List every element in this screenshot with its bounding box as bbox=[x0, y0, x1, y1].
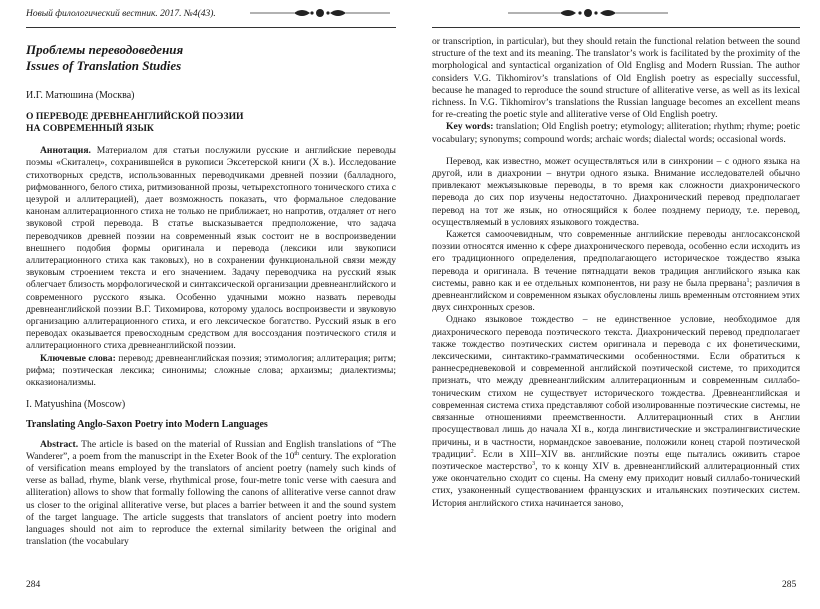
article-title-ru-line2: НА СОВРЕМЕННЫЙ ЯЗЫК bbox=[26, 123, 154, 135]
body-paragraph-3-b: . Если в XIII–XIV вв. английские поэты еще пытались оживить старое поэтическое мастерство bbox=[432, 448, 800, 472]
body-paragraph-2 bbox=[432, 229, 800, 314]
footnote-ref-3: 3 bbox=[532, 460, 536, 467]
author-en: I. Matyushina (Moscow) bbox=[26, 399, 126, 411]
running-head: Новый филологический вестник. 2017. №4(43). bbox=[26, 9, 216, 19]
abstract-en-label: Abstract. bbox=[40, 438, 79, 450]
rubric-en: Issues of Translation Studies bbox=[26, 58, 182, 73]
footnote-ref-1: 1 bbox=[746, 277, 750, 284]
page-number-right: 285 bbox=[782, 580, 797, 590]
footnote-ref-2: 2 bbox=[470, 448, 474, 455]
article-title-ru-line1: О ПЕРЕВОДЕ ДРЕВНЕАНГЛИЙСКОЙ ПОЭЗИИ bbox=[26, 111, 244, 123]
abstract-ru-label: Аннотация. bbox=[40, 145, 91, 157]
body-paragraph-3 bbox=[432, 314, 800, 509]
abstract-ru-text: Материалом для статьи послужили русские и английские переводы поэмы «Скиталец», сохранившейся в рукописи Эксетерской книги (Х в.). Исследование стихотворных средств, использованных переводчиками древней поэзии (балладного, рифмованного, белого стиха, ритмизованной прозы, четырехстопного тонического стиха с цезурой и аллитерацией), дает возможность показать, что формальное следование канонам аллитерационного стиха не только не приближает, но напротив, отдаляет от него звуковой строй перевода. В статье высказывается предположение, что задача переводчиков древней поэзии на современный язык состоит не в воспроизведении внешнего подобия формы оригинала и перевода (лексики или звукописи аллитерационного стиха как таковых), но в сохранении функциональной связи между звуковым строением текста и его значением. Задачу переводчика на русский язык облегчает близость морфологической и синтаксической организации древнеанглийского и современного русского языка. Особенно удачными можно назвать переводы древнеанглийской поэзии В.Г. Тихомирова, которому удалось воспроизвести и звуковую организацию аллитерационного стиха, и его лексическое богатство. Русский язык в его переводах оказывается превосходным средством для воссоздания поэтического стиля и аллитерационного стиха древнеанглийской поэзии. bbox=[26, 145, 396, 352]
header-rule-left bbox=[26, 27, 396, 28]
keywords-ru-text: перевод; древнеанглийская поэзия; этимология; аллитерация; ритм; рифма; поэтическая лексика; синонимы; сложные слова; архаизмы; диалектизмы; окказионализмы. bbox=[26, 352, 396, 389]
abstract-en-continued: or transcription, in particular), but they should retain the functional relation between the sound structure of the text and its meaning. The translator’s work is facilitated by the proximity of the morphological and syntactical organization of Old Englisg and Modern Russian. The author considers V.G. Tikhomirov’s translations of Old English poetry as especially successful, because he managed to reproduce the sound structure of alliterative verse, as well as its lexical richness. In V.G. Tikhomirov’s translations the Russian language becomes an excellent means for re-creating the poetic style and alliterative verse of Old English poetry. bbox=[432, 36, 800, 121]
keywords-en bbox=[432, 121, 800, 145]
ornament-right-icon bbox=[508, 6, 668, 20]
body-paragraph-1: Перевод, как известно, может осуществляться или в синхронии – с одного языка на другой, или в диахронии – внутри одного языка. Внимание исследователей обычно привлекают межъязыковые переводы, в то время как сложности диахронического перевода до сих пор изучены недостаточно. Диахронический перевод предполагает перевод на тот же язык, но относящийся к более позднему периоду, т.е. перевод, осуществляемый в условиях языкового тождества. bbox=[432, 155, 800, 228]
body-paragraph-2-a: Кажется самоочевидным, что современные английские переводы англосаксонской поэзии относятся именно к сфере диахронического перевода, особенно если исходить из его традиционного определения, предполагающего историческое тождество языка перевода и оригинала. В течение пятнадцати веков традиция английского языка как системы, равно как и ее отдельных компонентов, ни разу не была прервана bbox=[432, 229, 800, 289]
abstract-ru bbox=[26, 145, 396, 352]
body-paragraph-2-b: ; различия в древнеанглийском и современном языках обусловлены лишь временным отстоянием этих двух синхронных срезов. bbox=[432, 277, 800, 314]
keywords-ru bbox=[26, 353, 396, 390]
keywords-ru-label: Ключевые слова: bbox=[40, 352, 116, 364]
right-page bbox=[432, 36, 800, 510]
rubric-ru: Проблемы переводоведения bbox=[26, 42, 184, 57]
keywords-en-label: Key words: bbox=[446, 121, 494, 133]
body-paragraph-3-a: Однако языковое тождество – не единственное условие, необходимое для диахронического перевода поэтического текста. Диахронический перевод предполагает также тождество поэтических систем оригинала и перевода с их фонетическими, лексическими, синтактико-грамматическими особенностями. Если обратиться к раннесредневековой и современной английской поэтической системе, то приходится признать, что между древнеанглийским аллитерационным и современным силлабо-тоническим стихом не существует исторического тождества. Древнеанглийская и современная система стиха представляют собой изолированные поэтические системы, не связанные отношениями преемственности. Аллитерационный стих в Англии просуществовал лишь до начала XI в., когда лингвистические и экстралингвистические причины, и в частности, нормандское завоевание, положили конец старой поэтической традиции bbox=[432, 314, 800, 460]
page-number-left: 284 bbox=[26, 580, 41, 590]
abstract-en-text-b: century. The exploration of versification means employed by the translators of ancient poetry (namely such kinds of verse as ballad, rhyme, blank verse, rhythmical prose, four-metre tonic verse with caesura and alliteration) allows to show that formally following the canons of alliterative verse cannot draw us closer to the original alliterative verse, but places a barrier between it and the sound system of the target language. The article suggests that translators of ancient poetry into modern languages should not aim to reproduce the external similarity between the original and translation (the vocabulary bbox=[26, 450, 396, 548]
header-rule-right bbox=[432, 27, 800, 28]
body-paragraph-3-c: , то к концу XIV в. древнеанглийский аллитерационный стих уже окончательно сходит со сцены. На смену ему приходит новый силлабо-тонический стих, узаконенный существованием французских и итальянских поэтических систем. История английского стиха начинается заново, bbox=[432, 460, 800, 509]
article-title-en: Translating Anglo-Saxon Poetry into Modern Languages bbox=[26, 419, 268, 431]
keywords-en-text: translation; Old English poetry; etymology; alliteration; rhythm; rhyme; poetic vocabulary; synonyms; compound words; archaic words; dialectal words; occasional words. bbox=[432, 121, 801, 145]
left-page bbox=[26, 42, 396, 549]
abstract-en-sup: th bbox=[294, 450, 300, 457]
abstract-en-text-a: The article is based on the material of Russian and English translations of “The Wanderer”, a poem from the manuscript in the Exeter Book of the 10 bbox=[26, 438, 396, 462]
ornament-left-icon bbox=[250, 6, 390, 20]
author-ru: И.Г. Матюшина (Москва) bbox=[26, 90, 135, 101]
abstract-en bbox=[26, 439, 396, 549]
